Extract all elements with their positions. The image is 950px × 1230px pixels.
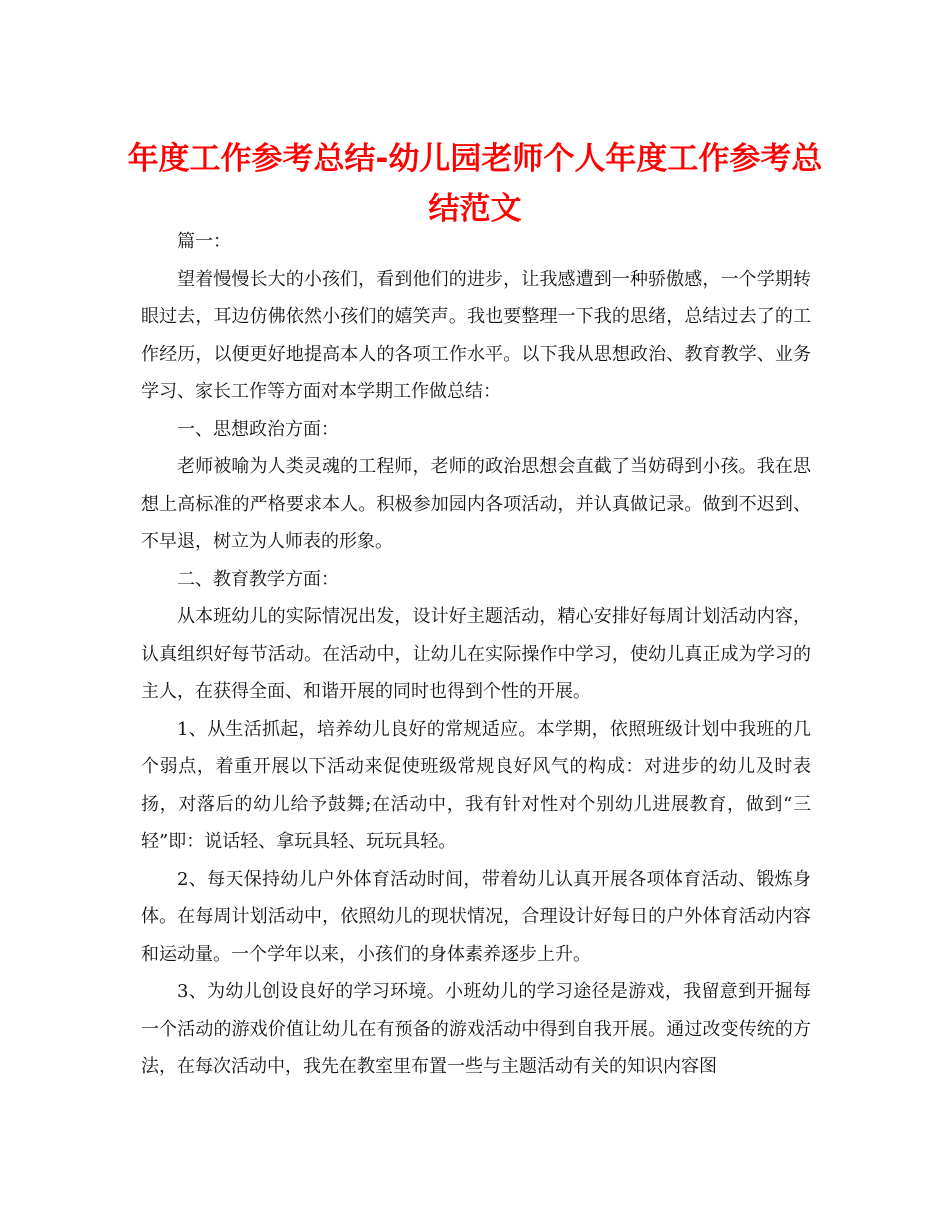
- paragraph-intro: 望着慢慢长大的小孩们，看到他们的进步，让我感遭到一种骄傲感，一个学期转眼过去，耳边仿佛依然小孩们的嬉笑声。我也要整理一下我的思绪，总结过去了的工作经历，以便更好地提高本人的各项工作水平。以下我从思想政治、教育教学、业务学习、家长工作等方面对本学期工作做总结：: [141, 268, 811, 402]
- paragraph-heading-part-one: 篇一：: [177, 231, 231, 252]
- paragraph-political-thought: 老师被喻为人类灵魂的工程师，老师的政治思想会直截了当妨碍到小孩。我在思想上高标准的严格要求本人。积极参加园内各项活动，并认真做记录。做到不迟到、不早退，树立为人师表的形象。: [141, 456, 811, 552]
- paragraph-education-teaching: 从本班幼儿的实际情况出发，设计好主题活动，精心安排好每周计划活动内容，认真组织好每节活动。在活动中，让幼儿在实际操作中学习，使幼儿真正成为学习的主人，在获得全面、和谐开展的同时也得到个性的开展。: [141, 606, 811, 702]
- paragraph-item-1: 1、从生活抓起，培养幼儿良好的常规适应。本学期，依照班级计划中我班的几个弱点，着重开展以下活动来促使班级常规良好风气的构成：对进步的幼儿及时表扬，对落后的幼儿给予鼓舞;在活动中，我有针对性对个别幼儿进展教育，做到“三轻”即：说话轻、拿玩具轻、玩玩具轻。: [141, 718, 811, 852]
- section-heading-political-thought: 一、思想政治方面：: [177, 418, 339, 440]
- document-title: 年度工作参考总结-幼儿园老师个人年度工作参考总结范文: [127, 141, 823, 227]
- paragraph-item-3: 3、为幼儿创设良好的学习环境。小班幼儿的学习途径是游戏，我留意到开掘每一个活动的游戏价值让幼儿在有预备的游戏活动中得到自我开展。通过改变传统的方法，在每次活动中，我先在教室里布置一些与主题活动有关的知识内容图: [141, 981, 811, 1077]
- paragraph-item-2: 2、每天保持幼儿户外体育活动时间，带着幼儿认真开展各项体育活动、锻炼身体。在每周计划活动中，依照幼儿的现状情况，合理设计好每日的户外体育活动内容和运动量。一个学年以来，小孩们的身体素养逐步上升。: [141, 868, 811, 965]
- document-body: [141, 223, 811, 1086]
- section-heading-education-teaching: 二、教育教学方面：: [177, 568, 339, 590]
